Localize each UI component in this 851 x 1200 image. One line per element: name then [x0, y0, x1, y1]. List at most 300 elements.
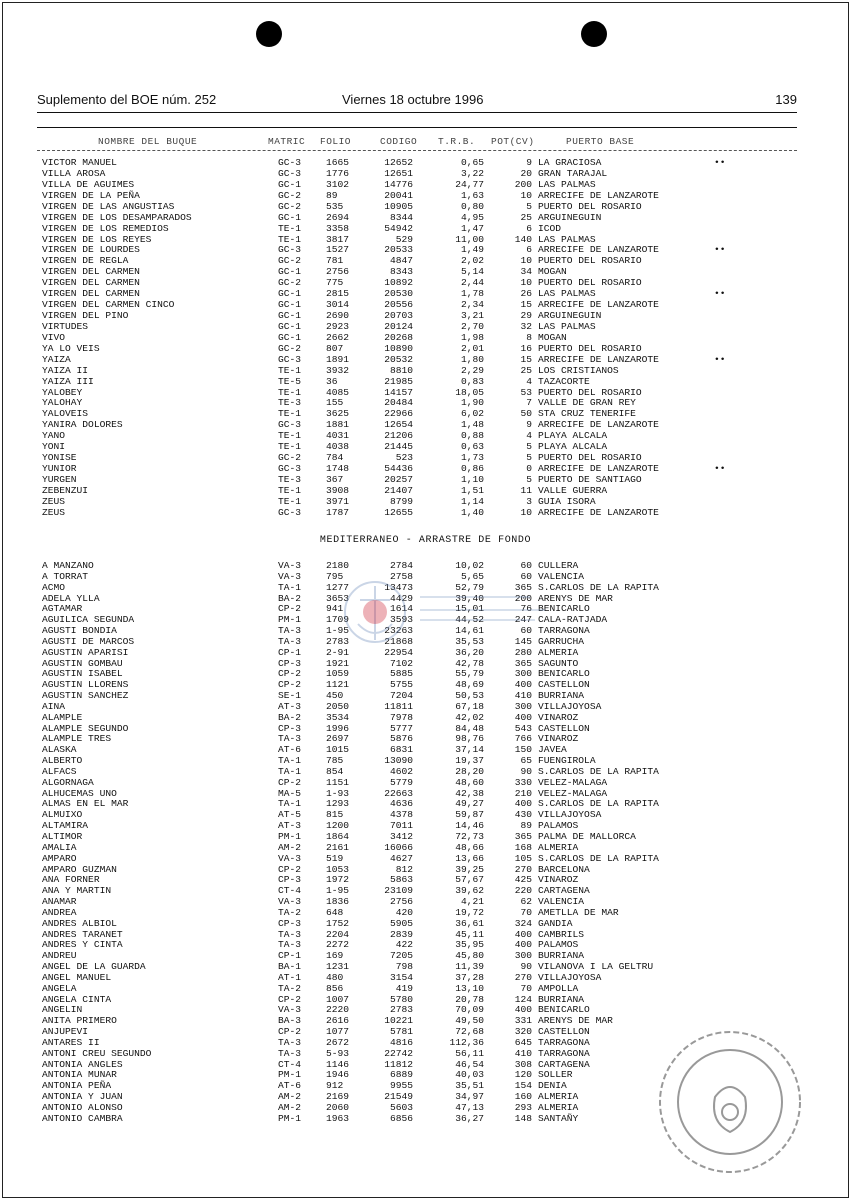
- vessel-name: AGUSTIN SANCHEZ: [42, 690, 129, 702]
- puerto-base: CASTELLON: [538, 1026, 590, 1038]
- table-row: [0, 896, 851, 907]
- codigo: 54436: [384, 463, 413, 475]
- header-date: Viernes 18 octubre 1996: [342, 92, 484, 107]
- vessel-name: VIRGEN DEL CARMEN: [42, 266, 140, 278]
- codigo: 9955: [389, 1080, 413, 1092]
- vessel-name: ZEUS: [42, 495, 66, 507]
- matricula: TA-3: [278, 1047, 302, 1059]
- vessel-name: AGUSTI BONDIA: [42, 625, 117, 637]
- trb: 42,02: [455, 711, 484, 723]
- matricula: BA-1: [278, 961, 302, 973]
- vessel-name: AGUILICA SEGUNDA: [42, 614, 135, 626]
- table-top-rule: [37, 127, 797, 128]
- table-row: [0, 1015, 851, 1026]
- trb: 67,18: [455, 700, 484, 712]
- vessel-name: ALGORNAGA: [42, 776, 94, 788]
- matricula: CP-3: [278, 657, 302, 669]
- potencia: 20: [520, 167, 532, 179]
- trb: 2,02: [460, 255, 484, 267]
- folio: 3932: [326, 364, 350, 376]
- puerto-base: SOLLER: [538, 1069, 573, 1081]
- codigo: 8344: [389, 211, 413, 223]
- vessel-name: VIRTUDES: [42, 320, 89, 332]
- folio: 3102: [326, 178, 350, 190]
- table-row: [0, 376, 851, 387]
- codigo: 4636: [389, 798, 413, 810]
- folio: 1963: [326, 1112, 350, 1124]
- official-stamp: [655, 1027, 805, 1177]
- codigo: 23263: [384, 625, 413, 637]
- table-row: [0, 288, 851, 299]
- codigo: 20533: [384, 244, 413, 256]
- vessel-name: ALAMPLE TRES: [42, 733, 112, 745]
- trb: 50,53: [455, 690, 484, 702]
- puerto-base: VALLE DE GRAN REY: [538, 397, 636, 409]
- trb: 0,83: [460, 375, 484, 387]
- matricula: TA-1: [278, 755, 302, 767]
- folio: 854: [326, 765, 344, 777]
- codigo: 14776: [384, 178, 413, 190]
- matricula: AM-2: [278, 1102, 302, 1113]
- potencia: 70: [520, 982, 532, 994]
- vessel-name: VILLA DE AGUIMES: [42, 178, 135, 190]
- potencia: 60: [520, 625, 532, 637]
- puerto-base: CASTELLON: [538, 722, 590, 734]
- puerto-base: STA CRUZ TENERIFE: [538, 408, 636, 420]
- matricula: VA-3: [278, 896, 302, 908]
- potencia: 320: [514, 1026, 532, 1038]
- puerto-base: PUERTO DEL ROSARIO: [538, 342, 642, 354]
- matricula: TE-1: [278, 408, 302, 420]
- vessel-name: ALASKA: [42, 744, 77, 756]
- puerto-base: S.CARLOS DE LA RAPITA: [538, 798, 659, 810]
- potencia: 154: [514, 1080, 532, 1092]
- folio: 1121: [326, 679, 350, 691]
- marker: ••: [714, 463, 726, 475]
- codigo: 422: [395, 939, 413, 951]
- potencia: 308: [514, 1058, 532, 1070]
- matricula: CP-1: [278, 646, 302, 658]
- table-row: [0, 744, 851, 755]
- table-row: [0, 310, 851, 321]
- folio: 3817: [326, 233, 350, 245]
- trb: 45,80: [455, 950, 484, 962]
- table-row: [0, 419, 851, 430]
- vessel-name: ZEUS: [42, 506, 66, 518]
- matricula: TE-3: [278, 473, 302, 485]
- vessel-name: ZEBENZUI: [42, 484, 89, 496]
- marker: ••: [714, 157, 726, 168]
- folio: 1748: [326, 463, 350, 475]
- potencia: 210: [514, 787, 532, 799]
- matricula: AT-1: [278, 971, 302, 983]
- trb: 10,02: [455, 560, 484, 571]
- table-row: [0, 343, 851, 354]
- trb: 36,20: [455, 646, 484, 658]
- potencia: 120: [514, 1069, 532, 1081]
- puerto-base: BARCELONA: [538, 863, 590, 875]
- trb: 14,61: [455, 625, 484, 637]
- vessel-name: ANGEL MANUEL: [42, 971, 112, 983]
- table-row: [0, 766, 851, 777]
- matricula: GC-3: [278, 167, 302, 179]
- puerto-base: LAS PALMAS: [538, 288, 596, 300]
- trb: 28,20: [455, 765, 484, 777]
- trb: 24,77: [455, 178, 484, 190]
- table-row: [0, 190, 851, 201]
- matricula: AT-3: [278, 700, 302, 712]
- vessel-name: ANDRES Y CINTA: [42, 939, 123, 951]
- puerto-base: VINAROZ: [538, 874, 579, 886]
- puerto-base: ALMERIA: [538, 1102, 579, 1113]
- potencia: 29: [520, 310, 532, 322]
- trb: 48,60: [455, 776, 484, 788]
- codigo: 21445: [384, 441, 413, 453]
- table-row: [0, 668, 851, 679]
- vessel-name: YALOVEIS: [42, 408, 89, 420]
- codigo: 5905: [389, 917, 413, 929]
- codigo: 22742: [384, 1047, 413, 1059]
- table-row: [0, 441, 851, 452]
- potencia: 280: [514, 646, 532, 658]
- codigo: 4602: [389, 765, 413, 777]
- folio: 1996: [326, 722, 350, 734]
- vessel-name: ALHUCEMAS UNO: [42, 787, 117, 799]
- puerto-base: GARRUCHA: [538, 635, 585, 647]
- trb: 59,87: [455, 809, 484, 821]
- matricula: TA-2: [278, 906, 302, 918]
- table-row: [0, 496, 851, 507]
- matricula: AT-3: [278, 820, 302, 832]
- matricula: AM-2: [278, 841, 302, 853]
- puerto-base: BENICARLO: [538, 603, 590, 615]
- matricula: TE-1: [278, 222, 302, 234]
- potencia: 25: [520, 364, 532, 376]
- puerto-base: SANTAÑY: [538, 1112, 579, 1124]
- table-row: [0, 972, 851, 983]
- trb: 39,62: [455, 885, 484, 897]
- vessel-name: AGUSTIN LLORENS: [42, 679, 129, 691]
- potencia: 5: [526, 441, 532, 453]
- puerto-base: ARRECIFE DE LANZAROTE: [538, 419, 659, 431]
- potencia: 32: [520, 320, 532, 332]
- trb: 6,02: [460, 408, 484, 420]
- codigo: 21868: [384, 635, 413, 647]
- puerto-base: CULLERA: [538, 560, 579, 571]
- folio: 2050: [326, 700, 350, 712]
- vessel-name: ADELA YLLA: [42, 592, 100, 604]
- puerto-base: DENIA: [538, 1080, 567, 1092]
- codigo: 420: [395, 906, 413, 918]
- matricula: TE-1: [278, 484, 302, 496]
- potencia: 5: [526, 200, 532, 212]
- vessel-name: ANA Y MARTIN: [42, 885, 112, 897]
- vessel-name: VIRGEN DE LOS REMEDIOS: [42, 222, 169, 234]
- vessel-name: YURGEN: [42, 473, 77, 485]
- matricula: TE-1: [278, 386, 302, 398]
- potencia: 410: [514, 690, 532, 702]
- matricula: TE-1: [278, 430, 302, 442]
- codigo: 21407: [384, 484, 413, 496]
- table-row: [0, 788, 851, 799]
- matricula: GC-2: [278, 277, 302, 289]
- puerto-base: ARRECIFE DE LANZAROTE: [538, 244, 659, 256]
- matricula: GC-1: [278, 178, 302, 190]
- table-row: [0, 266, 851, 277]
- col-name: NOMBRE DEL BUQUE: [98, 136, 198, 147]
- matricula: GC-3: [278, 244, 302, 256]
- vessel-name: YONISE: [42, 452, 77, 464]
- folio: 2697: [326, 733, 350, 745]
- table-row: [0, 430, 851, 441]
- vessel-name: ANJUPEVI: [42, 1026, 89, 1038]
- table-row: [0, 798, 851, 809]
- vessel-name: YALOBEY: [42, 386, 83, 398]
- codigo: 20703: [384, 310, 413, 322]
- potencia: 300: [514, 950, 532, 962]
- trb: 1,14: [460, 495, 484, 507]
- trb: 34,97: [455, 1091, 484, 1103]
- table-row: [0, 463, 851, 474]
- codigo: 5777: [389, 722, 413, 734]
- table-row: [0, 365, 851, 376]
- folio: 1752: [326, 917, 350, 929]
- vessel-name: ANDRES ALBIOL: [42, 917, 117, 929]
- vessel-name: ALAMPLE: [42, 711, 83, 723]
- potencia: 70: [520, 906, 532, 918]
- table-row: [0, 201, 851, 212]
- vessel-name: AGUSTI DE MARCOS: [42, 635, 135, 647]
- vessel-name: VIRGEN DE REGLA: [42, 255, 129, 267]
- puerto-base: ICOD: [538, 222, 562, 234]
- puerto-base: S.CARLOS DE LA RAPITA: [538, 581, 659, 593]
- folio: 1077: [326, 1026, 350, 1038]
- potencia: 60: [520, 570, 532, 582]
- potencia: 90: [520, 765, 532, 777]
- table-row: [0, 408, 851, 419]
- puerto-base: ARRECIFE DE LANZAROTE: [538, 299, 659, 311]
- puerto-base: ALMERIA: [538, 841, 579, 853]
- trb: 14,46: [455, 820, 484, 832]
- vessel-name: ANGELA CINTA: [42, 993, 112, 1005]
- codigo: 10892: [384, 277, 413, 289]
- vessel-name: ANITA PRIMERO: [42, 1015, 117, 1027]
- table-row: [0, 690, 851, 701]
- puerto-base: CARTAGENA: [538, 885, 590, 897]
- trb: 2,70: [460, 320, 484, 332]
- folio: 1059: [326, 668, 350, 680]
- trb: 1,40: [460, 506, 484, 518]
- matricula: TE-5: [278, 375, 302, 387]
- vessel-name: VIRGEN DE LOURDES: [42, 244, 140, 256]
- vessel-name: VILLA AROSA: [42, 167, 106, 179]
- trb: 0,63: [460, 441, 484, 453]
- potencia: 50: [520, 408, 532, 420]
- folio: 1946: [326, 1069, 350, 1081]
- puerto-base: PUERTO DEL ROSARIO: [538, 255, 642, 267]
- potencia: 4: [526, 430, 532, 442]
- matricula: VA-3: [278, 570, 302, 582]
- codigo: 20124: [384, 320, 413, 332]
- trb: 1,10: [460, 473, 484, 485]
- codigo: 4816: [389, 1036, 413, 1048]
- trb: 13,66: [455, 852, 484, 864]
- matricula: GC-2: [278, 189, 302, 201]
- codigo: 4627: [389, 852, 413, 864]
- table-row: [0, 885, 851, 896]
- puerto-base: LAS PALMAS: [538, 178, 596, 190]
- trb: 19,37: [455, 755, 484, 767]
- codigo: 529: [395, 233, 413, 245]
- puerto-base: ARRECIFE DE LANZAROTE: [538, 353, 659, 365]
- trb: 52,79: [455, 581, 484, 593]
- table-row: [0, 918, 851, 929]
- codigo: 10905: [384, 200, 413, 212]
- potencia: 16: [520, 342, 532, 354]
- table-row: [0, 679, 851, 690]
- vessel-name: AGTAMAR: [42, 603, 83, 615]
- codigo: 2783: [389, 1004, 413, 1016]
- vessel-name: AGUSTIN GOMBAU: [42, 657, 123, 669]
- table-row: [0, 950, 851, 961]
- trb: 55,79: [455, 668, 484, 680]
- table-row: [0, 723, 851, 734]
- table-row: [0, 299, 851, 310]
- trb: 57,67: [455, 874, 484, 886]
- folio: 3971: [326, 495, 350, 507]
- folio: 1293: [326, 798, 350, 810]
- folio: 856: [326, 982, 344, 994]
- matricula: TA-3: [278, 939, 302, 951]
- vessel-name: ALTAMIRA: [42, 820, 89, 832]
- puerto-base: BENICARLO: [538, 1004, 590, 1016]
- puerto-base: PUERTO DEL ROSARIO: [538, 200, 642, 212]
- codigo: 21985: [384, 375, 413, 387]
- folio: 912: [326, 1080, 344, 1092]
- table-row: [0, 907, 851, 918]
- matricula: CP-1: [278, 950, 302, 962]
- vessel-name: VIRGEN DEL CARMEN CINCO: [42, 299, 175, 311]
- table-row: [0, 733, 851, 744]
- potencia: 160: [514, 1091, 532, 1103]
- potencia: 4: [526, 375, 532, 387]
- vessel-name: AMPARO GUZMAN: [42, 863, 117, 875]
- table-row: [0, 777, 851, 788]
- puerto-base: ARRECIFE DE LANZAROTE: [538, 463, 659, 475]
- trb: 18,05: [455, 386, 484, 398]
- table-row: [0, 179, 851, 190]
- vessel-name: ANA FORNER: [42, 874, 100, 886]
- potencia: 10: [520, 506, 532, 518]
- codigo: 22663: [384, 787, 413, 799]
- potencia: 8: [526, 331, 532, 343]
- puerto-base: ALMERIA: [538, 646, 579, 658]
- punch-hole-right: [581, 21, 607, 47]
- folio: 2-91: [326, 646, 350, 658]
- folio: 2662: [326, 331, 350, 343]
- folio: 2756: [326, 266, 350, 278]
- potencia: 645: [514, 1036, 532, 1048]
- potencia: 365: [514, 581, 532, 593]
- vessel-name: ANGELA: [42, 982, 77, 994]
- table-row: [0, 507, 851, 518]
- table-row: [0, 397, 851, 408]
- codigo: 3593: [389, 614, 413, 626]
- table-row: [0, 1004, 851, 1015]
- potencia: 10: [520, 255, 532, 267]
- table-row: [0, 983, 851, 994]
- puerto-base: AMPOLLA: [538, 982, 579, 994]
- trb: 44,52: [455, 614, 484, 626]
- matricula: BA-3: [278, 1015, 302, 1027]
- folio: 1-95: [326, 625, 350, 637]
- folio: 4031: [326, 430, 350, 442]
- matricula: GC-3: [278, 419, 302, 431]
- codigo: 20041: [384, 189, 413, 201]
- matricula: CP-2: [278, 1026, 302, 1038]
- potencia: 15: [520, 353, 532, 365]
- codigo: 419: [395, 982, 413, 994]
- vessel-name: AGUSTIN ISABEL: [42, 668, 123, 680]
- col-trb: T.R.B.: [438, 136, 476, 147]
- potencia: 400: [514, 939, 532, 951]
- codigo: 3154: [389, 971, 413, 983]
- matricula: VA-3: [278, 852, 302, 864]
- codigo: 5603: [389, 1102, 413, 1113]
- codigo: 10221: [384, 1015, 413, 1027]
- folio: 1836: [326, 896, 350, 908]
- matricula: CT-4: [278, 885, 302, 897]
- matricula: CP-2: [278, 776, 302, 788]
- codigo: 20556: [384, 299, 413, 311]
- matricula: PM-1: [278, 614, 302, 626]
- matricula: GC-1: [278, 299, 302, 311]
- matricula: GC-3: [278, 353, 302, 365]
- trb: 2,29: [460, 364, 484, 376]
- matricula: TE-1: [278, 495, 302, 507]
- vessel-name: VICTOR MANUEL: [42, 157, 117, 168]
- matricula: GC-1: [278, 211, 302, 223]
- folio: 1881: [326, 419, 350, 431]
- trb: 0,86: [460, 463, 484, 475]
- folio: 1053: [326, 863, 350, 875]
- matricula: TA-3: [278, 733, 302, 745]
- vessel-name: ANTONIO CAMBRA: [42, 1112, 123, 1124]
- folio: 3908: [326, 484, 350, 496]
- puerto-base: ARENYS DE MAR: [538, 1015, 613, 1027]
- folio: 3653: [326, 592, 350, 604]
- trb: 15,01: [455, 603, 484, 615]
- section-title: MEDITERRANEO - ARRASTRE DE FONDO: [319, 535, 532, 546]
- codigo: 5779: [389, 776, 413, 788]
- trb: 5,65: [460, 570, 484, 582]
- puerto-base: AMETLLA DE MAR: [538, 906, 619, 918]
- codigo: 6889: [389, 1069, 413, 1081]
- vessel-name: YAIZA III: [42, 375, 94, 387]
- folio: 519: [326, 852, 344, 864]
- table-row: [0, 157, 851, 168]
- vessel-name: ANDRES TARANET: [42, 928, 123, 940]
- matricula: MA-5: [278, 787, 302, 799]
- codigo: 3412: [389, 831, 413, 842]
- potencia: 140: [514, 233, 532, 245]
- vessel-name: ANTONIO ALONSO: [42, 1102, 123, 1113]
- matricula: GC-3: [278, 506, 302, 518]
- potencia: 60: [520, 560, 532, 571]
- trb: 3,22: [460, 167, 484, 179]
- trb: 45,11: [455, 928, 484, 940]
- trb: 3,21: [460, 310, 484, 322]
